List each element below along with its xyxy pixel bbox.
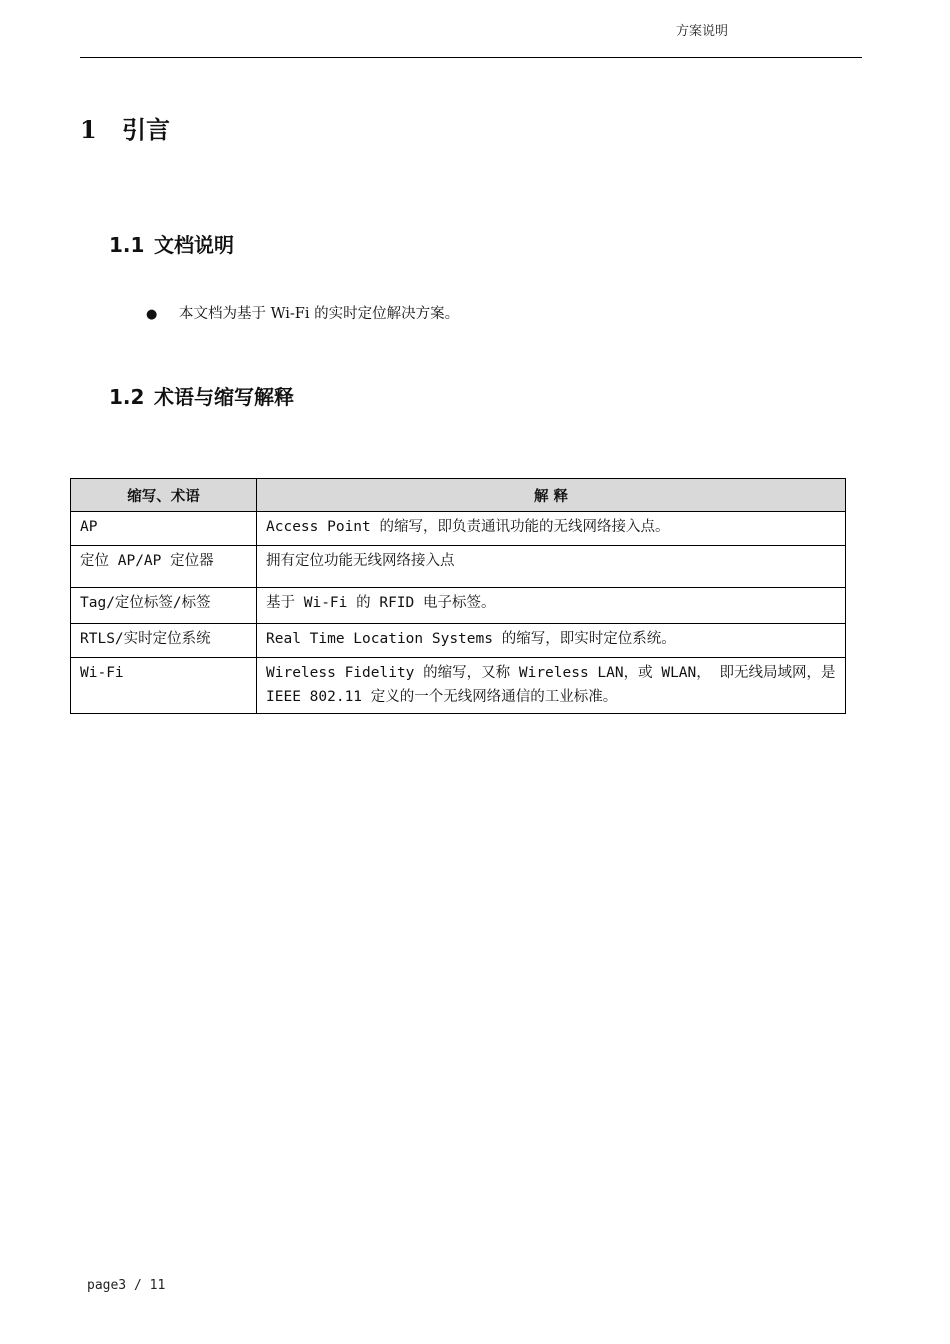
section-number: 1.1 [109, 233, 145, 257]
definition-cell: 拥有定位功能无线网络接入点 [257, 546, 846, 588]
bullet-item [146, 302, 459, 323]
header-term: 缩写、术语 [71, 479, 257, 512]
table-row [71, 588, 846, 624]
table-row [71, 624, 846, 658]
term-cell: 定位 AP/AP 定位器 [71, 546, 257, 588]
running-header: 方案说明 [676, 24, 729, 39]
term-cell: Wi-Fi [71, 658, 257, 714]
definition-cell: Wireless Fidelity 的缩写，又称 Wireless LAN，或 WLAN， 即无线局域网，是 IEEE 802.11 定义的一个无线网络通信的工业标准。 [257, 658, 846, 714]
table-row [71, 546, 846, 588]
term-cell: Tag/定位标签/标签 [71, 588, 257, 624]
section-number: 1 [80, 115, 97, 144]
definition-cell: Real Time Location Systems 的缩写，即实时定位系统。 [257, 624, 846, 658]
term-cell: AP [71, 512, 257, 546]
table-row [71, 512, 846, 546]
terms-table [70, 478, 846, 714]
term-cell: RTLS/实时定位系统 [71, 624, 257, 658]
bullet-dot-icon: ● [146, 307, 158, 322]
page-number: page3 / 11 [87, 1278, 166, 1293]
bullet-text: 本文档为基于 Wi-Fi 的实时定位解决方案。 [179, 306, 460, 322]
header-divider [80, 57, 862, 58]
section-heading-1-2 [109, 381, 294, 410]
header-definition: 解 释 [257, 479, 846, 512]
definition-cell: 基于 Wi-Fi 的 RFID 电子标签。 [257, 588, 846, 624]
definition-cell: Access Point 的缩写，即负责通讯功能的无线网络接入点。 [257, 512, 846, 546]
section-title: 术语与缩写解释 [154, 385, 294, 409]
section-heading-1-1 [109, 229, 234, 258]
section-heading-1 [80, 110, 170, 145]
section-title: 文档说明 [154, 233, 234, 257]
section-title: 引言 [122, 115, 170, 144]
table-header-row [71, 479, 846, 512]
section-number: 1.2 [109, 385, 145, 409]
table-row [71, 658, 846, 714]
